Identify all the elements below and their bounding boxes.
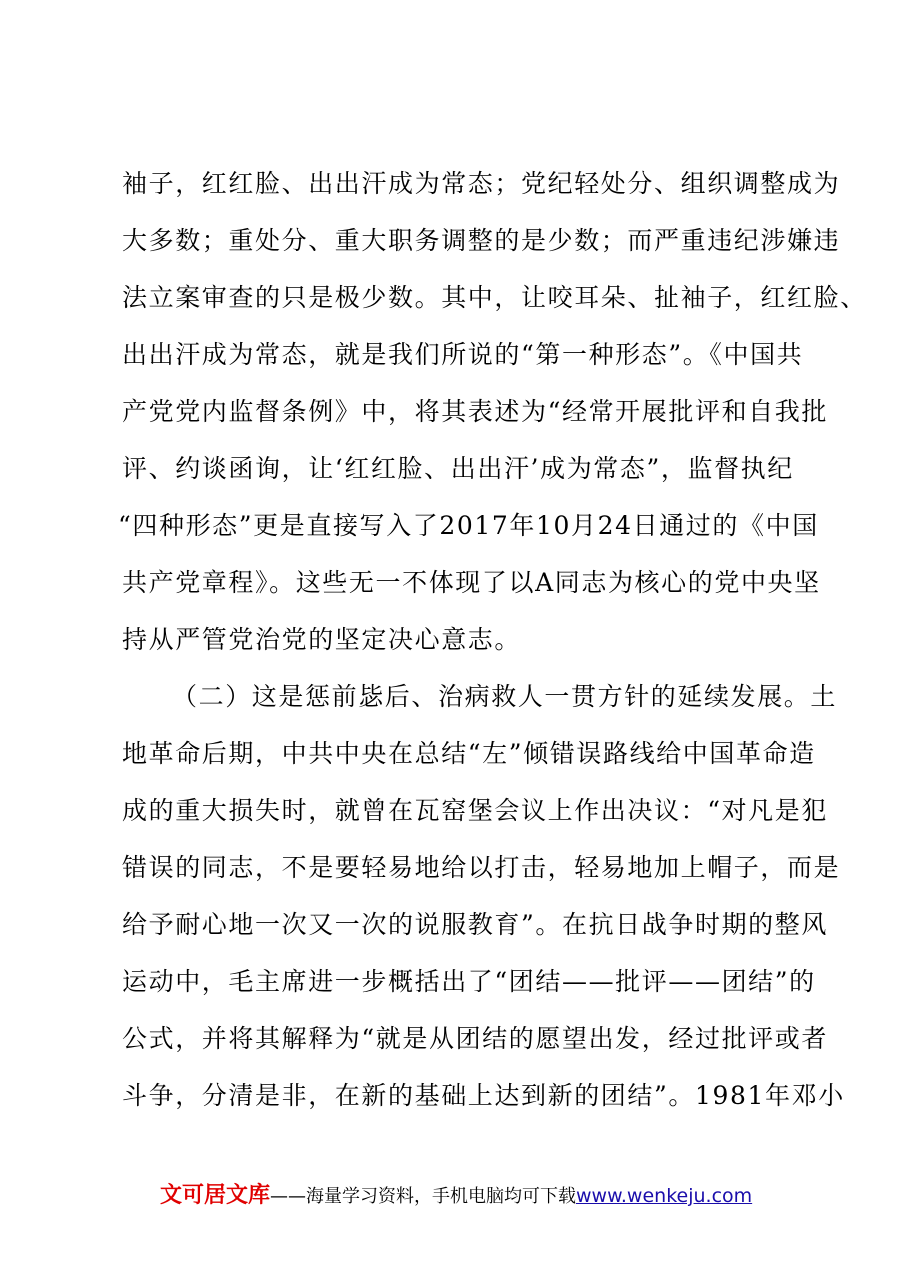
paragraph-line: 地革命后期，中共中央在总结“左”倾错误路线给中国革命造 (122, 739, 816, 768)
paragraph-line: “四种形态”更是直接写入了2017年10月24日通过的《中国 (118, 511, 819, 540)
paragraph-line: 法立案审查的只是极少数。其中，让咬耳朵、扯袖子，红红脸、 (122, 283, 867, 312)
paragraph-line: 错误的同志，不是要轻易地给以打击，轻易地加上帽子，而是 (122, 853, 841, 882)
paragraph-line: 斗争，分清是非，在新的基础上达到新的团结”。1981年邓小 (122, 1081, 845, 1110)
paragraph-line: 袖子，红红脸、出出汗成为常态；党纪轻处分、组织调整成为 (122, 169, 841, 198)
paragraph-line: 成的重大损失时，就曾在瓦窑堡会议上作出决议：“对凡是犯 (122, 796, 828, 825)
section-heading-line: （二）这是惩前毖后、治病救人一贯方针的延续发展。土 (172, 682, 838, 711)
footer-brand: 文可居文库 (160, 1183, 271, 1208)
paragraph-line: 出出汗成为常态，就是我们所说的“第一种形态”。《中国共 (122, 340, 804, 369)
paragraph-line: 评、约谈函询，让‘红红脸、出出汗’成为常态”，监督执纪 (122, 454, 794, 483)
paragraph-line: 共产党章程》。这些无一不体现了以A同志为核心的党中央坚 (122, 568, 821, 597)
paragraph-line: 大多数；重处分、重大职务调整的是少数；而严重违纪涉嫌违 (122, 226, 841, 255)
paragraph-line: 持从严管党治党的坚定决心意志。 (122, 625, 522, 654)
footer-tagline: ——海量学习资料，手机电脑均可下载 (270, 1186, 577, 1207)
paragraph-line: 运动中，毛主席进一步概括出了“团结——批评——团结”的 (122, 967, 816, 996)
paragraph-line: 公式，并将其解释为“就是从团结的愿望出发，经过批评或者 (122, 1024, 828, 1053)
footer-link[interactable]: www.wenkeju.com (576, 1185, 753, 1207)
footer-banner (160, 1180, 752, 1212)
paragraph-line: 产党党内监督条例》中，将其表述为“经常开展批评和自我批 (122, 397, 828, 426)
paragraph-line: 给予耐心地一次又一次的说服教育”。在抗日战争时期的整风 (122, 910, 828, 939)
